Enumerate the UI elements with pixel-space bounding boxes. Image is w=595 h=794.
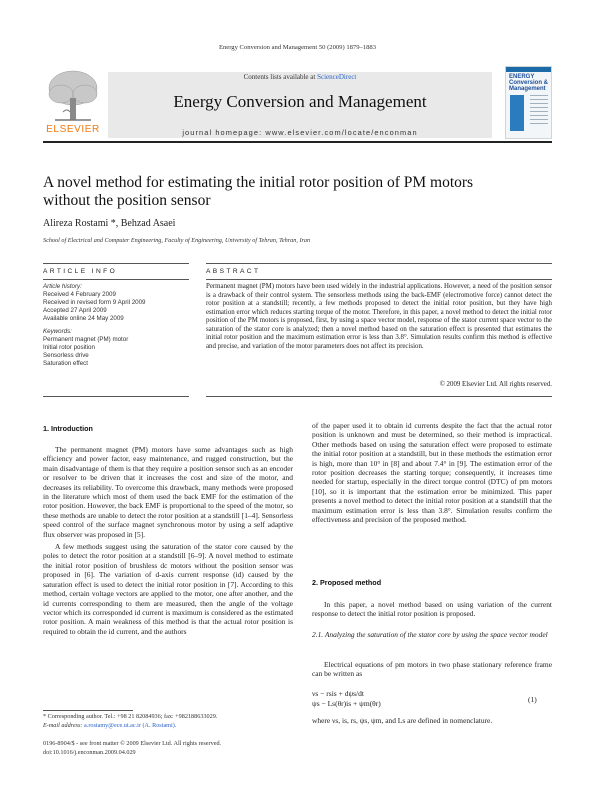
header-rule — [43, 141, 552, 143]
cover-graphic — [510, 95, 524, 131]
keyword-item: Permanent magnet (PM) motor — [43, 336, 129, 343]
paper-title: A novel method for estimating the initial rotor position of PM motors without the position sensor — [43, 174, 474, 209]
keyword-item: Saturation effect — [43, 360, 88, 367]
abstract-bottom-rule — [206, 396, 552, 397]
section-heading-proposed-method: 2. Proposed method — [312, 578, 382, 587]
article-info-top-rule — [43, 263, 189, 264]
homepage-url[interactable]: www.elsevier.com/locate/enconman — [265, 128, 418, 137]
abstract-copyright: © 2009 Elsevier Ltd. All rights reserved. — [439, 381, 552, 388]
article-info-bottom-rule — [43, 396, 189, 397]
sciencedirect-link[interactable]: ScienceDirect — [317, 73, 357, 81]
history-item: Accepted 27 April 2009 — [43, 307, 107, 314]
journal-citation: Energy Conversion and Management 50 (2009) 1879–1883 — [218, 44, 376, 51]
subsection-heading: 2.1. Analyzing the saturation of the stator core by using the space vector model — [312, 630, 548, 639]
journal-homepage — [108, 128, 492, 137]
equation-line: νs − rsis + dψs/dt — [312, 689, 364, 698]
introduction-column-right — [312, 421, 552, 524]
subsection-text: Electrical equations of pm motors in two phase stationary reference frame can be written as — [312, 660, 552, 679]
history-label: Article history: — [43, 283, 82, 290]
abstract-top-rule — [206, 263, 552, 264]
cover-lines — [530, 95, 548, 127]
history-item: Available online 24 May 2009 — [43, 315, 124, 322]
proposed-method-paragraph — [312, 600, 552, 619]
abstract-rule — [206, 279, 552, 280]
footnote-rule — [43, 710, 133, 711]
author-list: Alireza Rostami *, Behzad Asaei — [43, 218, 176, 229]
issn-line: 0196-8904/$ - see front matter © 2009 Elsevier Ltd. All rights reserved. — [43, 740, 222, 747]
equation-number: (1) — [528, 695, 537, 704]
article-history — [43, 283, 189, 323]
keywords-label: Keywords: — [43, 328, 72, 335]
keyword-item: Initial rotor position — [43, 344, 95, 351]
equation-1 — [312, 689, 552, 709]
equation-line: ψs − Ls(θr)is + ψm(θr) — [312, 699, 381, 708]
abstract-text: Permanent magnet (PM) motors have been used widely in the industrial applications. However, a need of the position sensor is a drawback of their control system. The sensorless methods using the back-EMF (electromotive force) cannot detect the rotor position at a standstill; recently, a few methods proposed to detect the initial rotor position, but they have high estimation error which reduces starting torque of the motor. Therefore, in this paper, a novel method to detect the initial rotor position of the PM motors is proposed, first, by using a space vector model, response of the stator current space vector to the saturation of the stator core is analyzed; then a novel method based on the saturation effect is presented that estimates the initial rotor position and the maximum estimation error is less than 3.8°. Simulation results confirm this method is effective and precise, and variation of the motor parameters does not affect its precision. — [206, 283, 552, 350]
section-heading-introduction: 1. Introduction — [43, 424, 93, 433]
keywords — [43, 328, 189, 368]
intro-continuation: of the paper used it to obtain id currents despite the fact that the actual rotor position is unknown and must be determined, so their method is impractical. Other methods based on using the saturation effect were proposed to estimate the initial rotor position at a standstill, but in these methods the estimation error is high, more than 10° in [8] and about 7.4° in [9]. The estimation error of the rotor position decreases the starting torque; consequently, it increases time needed for startup, especially in the direct torque control (DTC) of pm motors [10], so it is important that the estimation error be minimized. This paper presents a novel method to detect the initial rotor position at a standstill that the maximum estimation error is less than 3.8°. Simulation results confirm the effectiveness and precision of the proposed method. — [312, 421, 552, 525]
cover-title: ENERGY Conversion & Management — [509, 74, 549, 92]
article-info-rule — [43, 279, 189, 280]
corresponding-author-footnote — [43, 713, 293, 730]
journal-title: Energy Conversion and Management — [173, 92, 427, 111]
front-matter-note — [43, 740, 293, 757]
article-info-heading: ARTICLE INFO — [43, 268, 118, 275]
history-item: Received in revised form 9 April 2009 — [43, 299, 146, 306]
abstract-heading: ABSTRACT — [206, 268, 261, 275]
publisher-wordmark: ELSEVIER — [46, 124, 100, 135]
intro-paragraph: The permanent magnet (PM) motors have some advantages such as high efficiency and power factor, easy maintenance, and rugged construction, but the main disadvantage of them is that they require a position sensor such as an encoder or resolver to be driven that it increases the cost and size of the motor, and decreases its reliability. To overcome this drawback, many methods were proposed in the literature which most of them used the back EMF for the estimation of the rotor position. However, the back EMF is proportional to the speed of the motor, so these methods are unable to detect the rotor position at a standstill [1–4]. Sensorless speed control of the surface magnet synchronous motor by using a self adaptive flux observer was proposed in [5]. — [43, 445, 293, 539]
affiliation: School of Electrical and Computer Engineering, Faculty of Engineering, University of Tehran, Tehran, Iran — [43, 237, 311, 244]
proposed-paragraph: In this paper, a novel method based on using variation of the current response to detect the initial rotor position is proposed. — [312, 600, 552, 619]
doi-link[interactable]: doi:10.1016/j.enconman.2009.04.029 — [43, 748, 136, 756]
email-link[interactable]: a.rostamy@ece.ut.ac.ir (A. Rostami). — [84, 721, 177, 729]
equation-where-clause — [312, 716, 552, 725]
history-item: Received 4 February 2009 — [43, 291, 116, 298]
subsection-paragraph — [312, 660, 552, 679]
email-label: E-mail address: — [43, 721, 83, 729]
journal-cover-thumbnail — [505, 66, 552, 139]
intro-paragraph: A few methods suggest using the saturation of the stator core caused by the poles to detect the rotor position at a standstill [6–9]. A novel method to estimate the initial rotor position of brushless dc motors without the position sensor was proposed in [6]. The variation of d-axis current response (id) caused by the saturation effect is used to detect the initial rotor position in [7]. According to this method, certain voltage vectors are applied to the motor, one after another, and the id currents corresponding to them are measured, then the angle of the voltage vector which its corresponded id current is maximum is considered as the estimated rotor position. A main weakness of this method is that the actual rotor position is required to obtain the id current, and the authors — [43, 542, 293, 636]
contents-prefix: Contents lists available at — [243, 73, 316, 81]
corresponding-author: * Corresponding author. Tel.: +98 21 82084936; fax: +982188633029. — [43, 713, 218, 720]
where-text: where νs, is, rs, ψs, ψm, and Ls are defined in nomenclature. — [312, 716, 493, 725]
introduction-column-left — [43, 445, 293, 636]
keyword-item: Sensorless drive — [43, 352, 89, 359]
homepage-label: journal homepage: — [182, 128, 263, 137]
contents-available-line — [108, 73, 492, 81]
cover-band — [506, 67, 551, 72]
